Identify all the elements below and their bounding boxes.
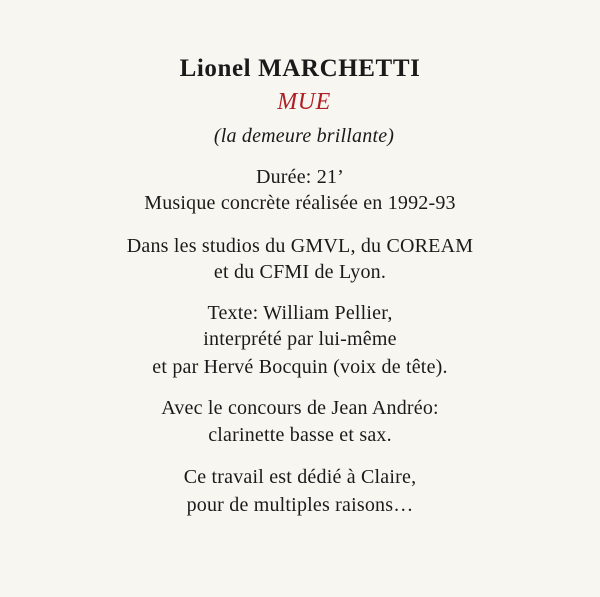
dedication-line-2: pour de multiples raisons… [186, 494, 414, 516]
author-name: Lionel MARCHETTI [179, 55, 421, 82]
work-subtitle: (la demeure brillante) [213, 125, 395, 147]
text-credit-line-2: interprété par lui-même [203, 328, 397, 350]
duration-line: Durée: 21’ [255, 166, 345, 188]
music-line: Musique concrète réalisée en 1992-93 [144, 192, 456, 214]
text-credit-line-3: et par Hervé Bocquin (voix de tête). [152, 356, 448, 378]
studios-line-2: et du CFMI de Lyon. [213, 261, 387, 283]
collaboration-line-2: clarinette basse et sax. [208, 424, 392, 446]
studios-line-1: Dans les studios du GMVL, du COREAM [126, 235, 474, 257]
work-title: MUE [277, 89, 331, 115]
text-credit-line-1: Texte: William Pellier, [207, 302, 393, 324]
collaboration-line-1: Avec le concours de Jean Andréo: [161, 397, 439, 419]
dedication-line-1: Ce travail est dédié à Claire, [183, 466, 417, 488]
